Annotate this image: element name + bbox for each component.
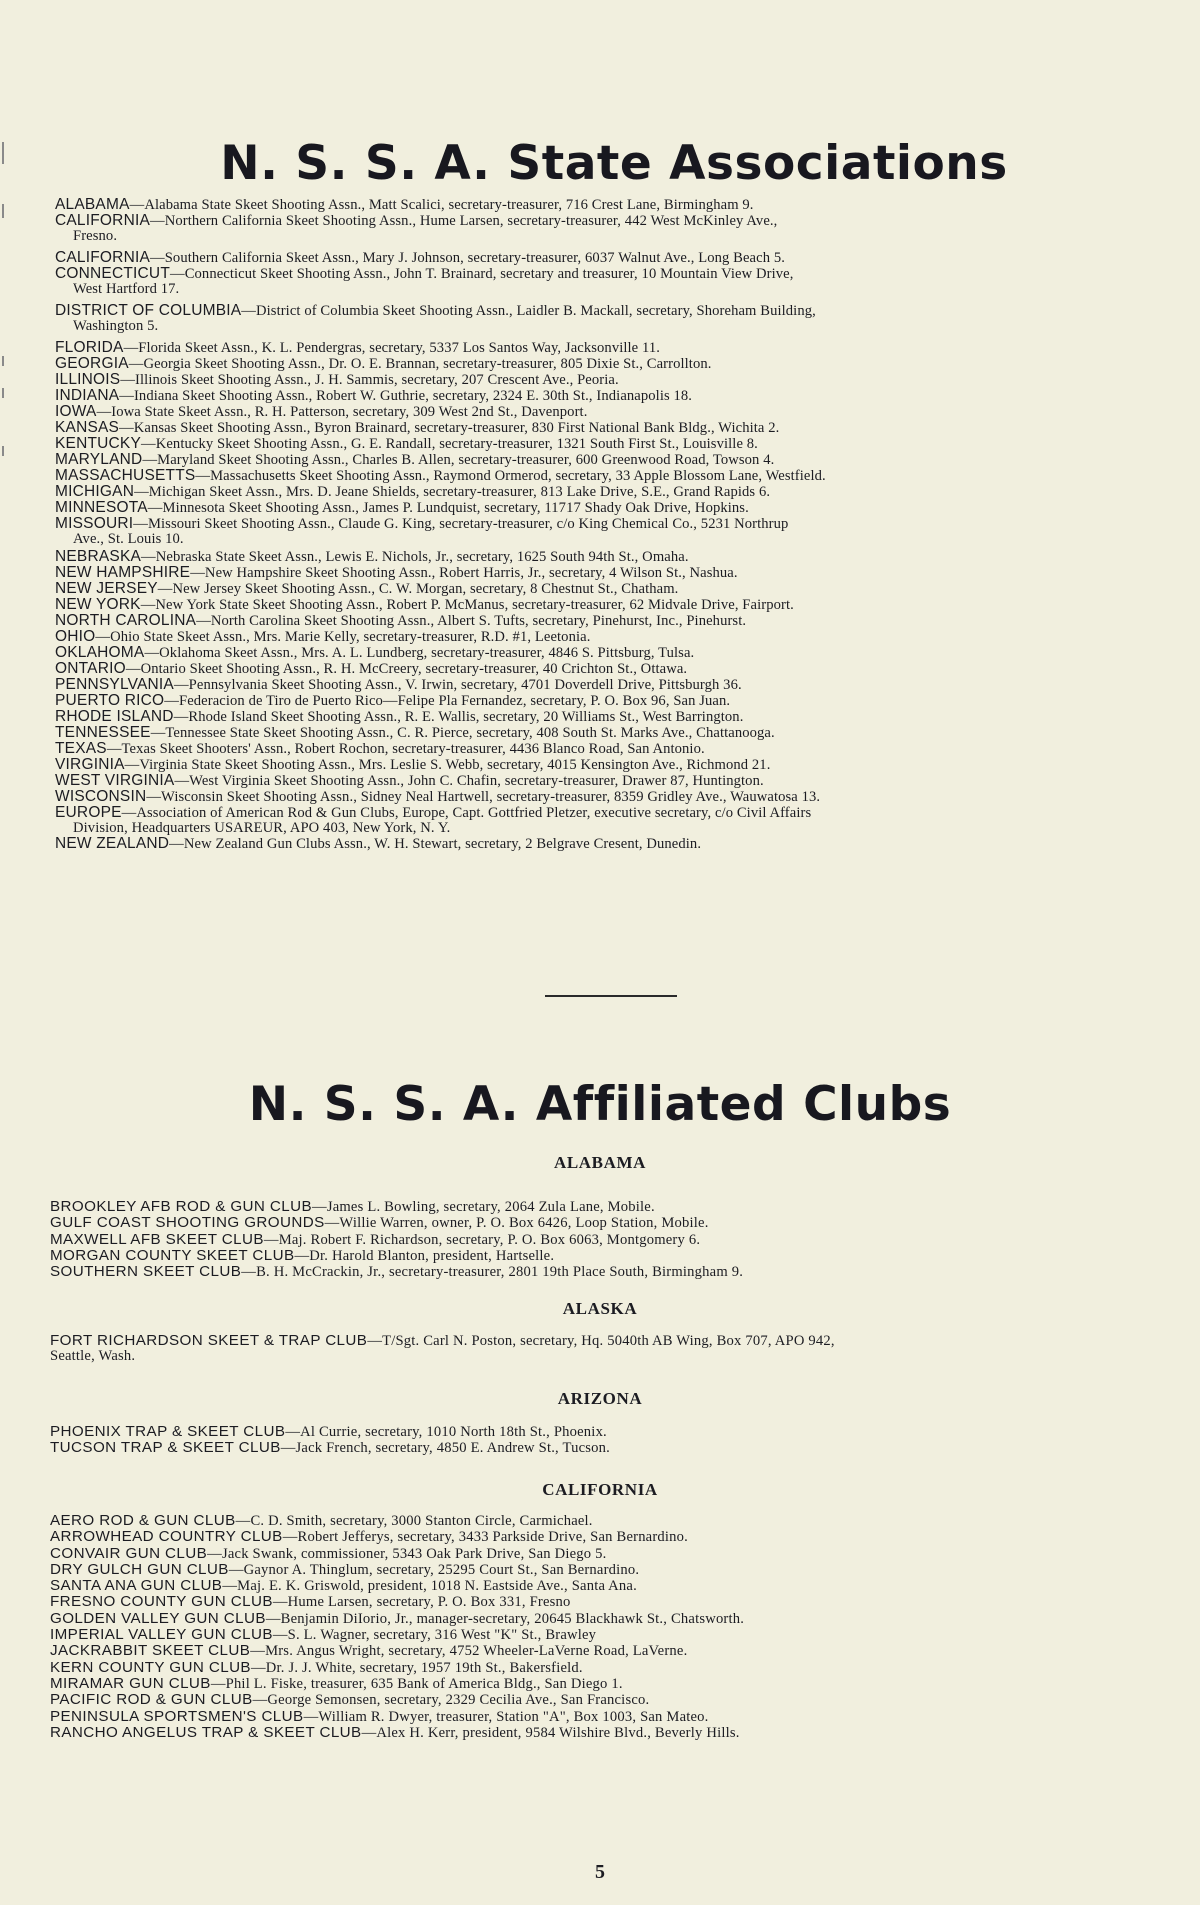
club-details: —S. L. Wagner, secretary, 316 West "K" St., Brawley xyxy=(272,1627,597,1644)
state-name: CALIFORNIA xyxy=(55,249,151,266)
club-name: AERO ROD & GUN CLUB xyxy=(50,1512,236,1529)
club-details: —Hume Larsen, secretary, P. O. Box 331, Fresno xyxy=(272,1594,571,1611)
club-details: —Al Currie, secretary, 1010 North 18th St., Phoenix. xyxy=(285,1424,607,1440)
club-name: IMPERIAL VALLEY GUN CLUB xyxy=(50,1626,273,1644)
club-name: FRESNO COUNTY GUN CLUB xyxy=(50,1593,273,1611)
state-association-entry xyxy=(56,484,1136,500)
club-name: MIRAMAR GUN CLUB xyxy=(50,1674,211,1692)
association-details-continued: West Hartford 17. xyxy=(73,281,180,297)
state-association-entry xyxy=(56,709,1136,725)
binding-edge-mark xyxy=(2,388,12,398)
association-details: —Texas Skeet Shooters' Assn., Robert Rochon, secretary-treasurer, 4436 Blanco Road, San Antonio. xyxy=(106,741,705,757)
state-association-entry xyxy=(56,266,1136,297)
state-name: GEORGIA xyxy=(55,355,129,372)
state-name: NEW YORK xyxy=(55,596,141,613)
club-list xyxy=(50,1513,1140,1741)
state-name: OKLAHOMA xyxy=(55,644,145,661)
state-name: ONTARIO xyxy=(55,660,126,677)
association-details: —Illinois Skeet Shooting Assn., J. H. Sammis, secretary, 207 Crescent Ave., Peoria. xyxy=(120,372,619,388)
association-details: —Connecticut Skeet Shooting Assn., John T. Brainard, secretary and treasurer, 10 Mountain View Drive, xyxy=(170,266,794,282)
page-number: 5 xyxy=(595,1861,605,1883)
club-details: —B. H. McCrackin, Jr., secretary-treasurer, 2801 19th Place South, Birmingham 9. xyxy=(241,1264,744,1281)
state-association-entry xyxy=(56,340,1136,356)
state-association-entry xyxy=(56,645,1136,661)
association-details: —Kansas Skeet Shooting Assn., Byron Brainard, secretary-treasurer, 830 First National Bank Bldg., Wichita 2. xyxy=(119,420,780,436)
state-association-entry xyxy=(56,661,1136,677)
association-details: —Massachusetts Skeet Shooting Assn., Raymond Ormerod, secretary, 33 Apple Blossom Lane, Westfield. xyxy=(195,468,826,484)
club-details: —Mrs. Angus Wright, secretary, 4752 Wheeler-LaVerne Road, LaVerne. xyxy=(250,1643,688,1660)
club-entry xyxy=(50,1333,1140,1365)
state-association-entry xyxy=(56,693,1136,709)
state-association-entry xyxy=(56,613,1136,629)
association-details: —Maryland Skeet Shooting Assn., Charles B. Allen, secretary-treasurer, 600 Greenwood Road, Towson 4. xyxy=(142,452,775,468)
binding-edge-mark xyxy=(2,204,12,218)
club-entry xyxy=(50,1424,1140,1440)
state-association-entry xyxy=(56,629,1136,645)
state-name: KENTUCKY xyxy=(55,435,142,452)
club-entry xyxy=(50,1529,1140,1545)
association-details-continued: Fresno. xyxy=(73,228,118,244)
association-details: —Northern California Skeet Shooting Assn., Hume Larsen, secretary-treasurer, 442 West McKinley Ave., xyxy=(150,213,778,229)
club-details: —George Semonsen, secretary, 2329 Cecilia Ave., San Francisco. xyxy=(252,1692,650,1709)
state-association-entry xyxy=(56,388,1136,404)
association-details: —Georgia Skeet Shooting Assn., Dr. O. E. Brannan, secretary-treasurer, 805 Dixie St., Carrollton. xyxy=(128,356,712,372)
club-details: —Dr. J. J. White, secretary, 1957 19th St., Bakersfield. xyxy=(250,1659,583,1676)
club-details: —Jack French, secretary, 4850 E. Andrew St., Tucson. xyxy=(280,1440,610,1457)
state-name: ILLINOIS xyxy=(55,371,121,388)
club-list xyxy=(50,1333,1140,1365)
state-name: INDIANA xyxy=(55,387,120,404)
association-details-continued: Ave., St. Louis 10. xyxy=(73,531,184,547)
section-divider xyxy=(545,995,677,997)
club-details: —Benjamin DiIorio, Jr., manager-secretary, 20645 Blackhawk St., Chatsworth. xyxy=(265,1610,745,1627)
association-details-continued: Division, Headquarters USAREUR, APO 403, New York, N. Y. xyxy=(73,820,451,836)
association-details: —New Jersey Skeet Shooting Assn., C. W. Morgan, secretary, 8 Chestnut St., Chatham. xyxy=(157,581,679,597)
club-entry xyxy=(50,1232,1140,1248)
club-name: JACKRABBIT SKEET CLUB xyxy=(50,1642,251,1660)
club-section-heading: ALABAMA xyxy=(553,1153,647,1172)
state-association-entry xyxy=(56,303,1136,334)
club-entry xyxy=(50,1199,1140,1215)
club-entry xyxy=(50,1611,1140,1627)
club-details: —Robert Jefferys, secretary, 3433 Parkside Drive, San Bernardino. xyxy=(282,1529,689,1546)
association-details: —Tennessee State Skeet Shooting Assn., C. R. Pierce, secretary, 408 South St. Marks Ave., Chattanooga. xyxy=(150,725,775,741)
association-details: —Michigan Skeet Assn., Mrs. D. Jeane Shields, secretary-treasurer, 813 Lake Drive, S.E., Grand Rapids 6. xyxy=(134,484,771,500)
state-association-entry xyxy=(56,372,1136,388)
state-name: NEW ZEALAND xyxy=(55,835,170,852)
state-association-entry xyxy=(56,677,1136,693)
binding-edge-mark xyxy=(2,142,12,164)
club-name: ARROWHEAD COUNTRY CLUB xyxy=(50,1528,283,1546)
club-details: —Alex H. Kerr, president, 9584 Wilshire Blvd., Beverly Hills. xyxy=(361,1724,740,1741)
association-details: —Indiana Skeet Shooting Assn., Robert W. Guthrie, secretary, 2324 E. 30th St., Indianapolis 18. xyxy=(119,388,693,404)
association-details: —Ontario Skeet Shooting Assn., R. H. McCreery, secretary-treasurer, 40 Crichton St., Ottawa. xyxy=(125,661,688,677)
association-details: —Minnesota Skeet Shooting Assn., James P. Lundquist, secretary, 11717 Shady Oak Drive, Hopkins. xyxy=(147,500,749,516)
association-details: —Missouri Skeet Shooting Assn., Claude G. King, secretary-treasurer, c/o King Chemical Co., 5231 Northrup xyxy=(133,516,789,532)
club-section-heading: ARIZONA xyxy=(557,1389,643,1408)
state-name: NORTH CAROLINA xyxy=(55,612,197,629)
association-details: —Iowa State Skeet Assn., R. H. Patterson, secretary, 309 West 2nd St., Davenport. xyxy=(96,404,588,420)
state-association-entry xyxy=(56,773,1136,789)
club-name: TUCSON TRAP & SKEET CLUB xyxy=(50,1439,281,1457)
state-association-entry xyxy=(56,197,1136,213)
club-details: —C. D. Smith, secretary, 3000 Stanton Circle, Carmichael. xyxy=(235,1513,593,1529)
state-association-entry xyxy=(56,805,1136,836)
club-entry xyxy=(50,1562,1140,1578)
state-name: VIRGINIA xyxy=(55,756,125,773)
association-details: —New Zealand Gun Clubs Assn., W. H. Stewart, secretary, 2 Belgrave Cresent, Dunedin. xyxy=(169,836,702,852)
club-entry xyxy=(50,1546,1140,1562)
state-name: TEXAS xyxy=(55,740,107,757)
state-name: WEST VIRGINIA xyxy=(55,772,175,789)
club-name: PACIFIC ROD & GUN CLUB xyxy=(50,1691,253,1709)
club-name: KERN COUNTY GUN CLUB xyxy=(50,1658,251,1676)
club-details: —Willie Warren, owner, P. O. Box 6426, Loop Station, Mobile. xyxy=(324,1215,709,1232)
club-name: GULF COAST SHOOTING GROUNDS xyxy=(50,1214,325,1232)
association-details: —Southern California Skeet Assn., Mary J. Johnson, secretary-treasurer, 6037 Walnut Ave., Long Beach 5. xyxy=(150,250,786,266)
state-association-entry xyxy=(56,597,1136,613)
association-details: —Rhode Island Skeet Shooting Assn., R. E. Wallis, secretary, 20 Williams St., West Barrington. xyxy=(173,709,744,725)
association-details: —Federacion de Tiro de Puerto Rico—Felipe Pla Fernandez, secretary, P. O. Box 96, San Juan. xyxy=(164,693,731,709)
club-entry xyxy=(50,1643,1140,1659)
association-details: —Florida Skeet Assn., K. L. Pendergras, secretary, 5337 Los Santos Way, Jacksonville 11. xyxy=(123,340,661,356)
association-details: —West Virginia Skeet Shooting Assn., John C. Chafin, secretary-treasurer, Drawer 87, Huntington. xyxy=(174,773,764,789)
club-entry xyxy=(50,1709,1140,1725)
state-association-entry xyxy=(56,757,1136,773)
state-name: PENNSYLVANIA xyxy=(55,676,174,693)
club-entry xyxy=(50,1692,1140,1708)
state-associations-list xyxy=(56,197,1136,852)
club-name: MAXWELL AFB SKEET CLUB xyxy=(50,1230,264,1248)
club-entry xyxy=(50,1594,1140,1610)
state-association-entry xyxy=(56,565,1136,581)
state-association-entry xyxy=(56,516,1136,547)
state-name: MARYLAND xyxy=(55,451,143,468)
state-association-entry xyxy=(56,741,1136,757)
binding-edge-mark xyxy=(2,356,12,366)
club-section-heading: ALASKA xyxy=(562,1299,638,1318)
state-association-entry xyxy=(56,250,1136,266)
state-association-entry xyxy=(56,549,1136,565)
club-name: GOLDEN VALLEY GUN CLUB xyxy=(50,1609,266,1627)
state-name: NEW JERSEY xyxy=(55,580,158,597)
state-name: CALIFORNIA xyxy=(55,212,151,229)
club-name: DRY GULCH GUN CLUB xyxy=(50,1560,229,1578)
club-entry xyxy=(50,1264,1140,1280)
state-association-entry xyxy=(56,725,1136,741)
club-details-continued: Seattle, Wash. xyxy=(50,1348,136,1365)
club-name: SANTA ANA GUN CLUB xyxy=(50,1577,223,1595)
state-association-entry xyxy=(56,581,1136,597)
state-name: FLORIDA xyxy=(55,339,124,356)
state-association-entry xyxy=(56,789,1136,805)
state-name: CONNECTICUT xyxy=(55,265,170,282)
association-details: —Association of American Rod & Gun Clubs, Europe, Capt. Gottfried Pletzer, executive secretary, c/o Civil Affairs xyxy=(121,805,812,821)
state-name: DISTRICT OF COLUMBIA xyxy=(55,302,242,319)
state-association-entry xyxy=(56,213,1136,244)
club-entry xyxy=(50,1660,1140,1676)
club-entry xyxy=(50,1248,1140,1264)
club-entry xyxy=(50,1676,1140,1692)
state-name: MINNESOTA xyxy=(55,499,148,516)
state-name: TENNESSEE xyxy=(55,724,151,741)
state-name: RHODE ISLAND xyxy=(55,708,174,725)
club-entry xyxy=(50,1627,1140,1643)
state-name: MISSOURI xyxy=(55,515,134,532)
club-details: —Dr. Harold Blanton, president, Hartselle. xyxy=(294,1247,555,1264)
state-name: MICHIGAN xyxy=(55,483,135,500)
club-details: —T/Sgt. Carl N. Poston, secretary, Hq. 5040th AB Wing, Box 707, APO 942, xyxy=(367,1333,835,1349)
association-details: —Nebraska State Skeet Assn., Lewis E. Nichols, Jr., secretary, 1625 South 94th St., Omaha. xyxy=(141,549,689,565)
club-details: —Jack Swank, commissioner, 5343 Oak Park Drive, San Diego 5. xyxy=(207,1545,607,1562)
association-details: —Kentucky Skeet Shooting Assn., G. E. Randall, secretary-treasurer, 1321 South First St., Louisville 8. xyxy=(141,436,758,452)
state-name: NEBRASKA xyxy=(55,548,142,565)
state-association-entry xyxy=(56,404,1136,420)
state-association-entry xyxy=(56,452,1136,468)
club-details: —James L. Bowling, secretary, 2064 Zula Lane, Mobile. xyxy=(312,1199,655,1215)
association-details-continued: Washington 5. xyxy=(73,318,159,334)
association-details: —Wisconsin Skeet Shooting Assn., Sidney Neal Hartwell, secretary-treasurer, 8359 Gridley Ave., Wauwatosa 13. xyxy=(146,789,821,805)
club-entry xyxy=(50,1513,1140,1529)
club-name: BROOKLEY AFB ROD & GUN CLUB xyxy=(50,1198,313,1215)
club-name: FORT RICHARDSON SKEET & TRAP CLUB xyxy=(50,1332,368,1349)
association-details: —Pennsylvania Skeet Shooting Assn., V. Irwin, secretary, 4701 Doverdell Drive, Pittsburgh 36. xyxy=(173,677,742,693)
state-association-entry xyxy=(56,356,1136,372)
club-list xyxy=(50,1199,1140,1280)
association-details: —New York State Skeet Shooting Assn., Robert P. McManus, secretary-treasurer, 62 Midvale Drive, Fairport. xyxy=(140,597,794,613)
club-name: PHOENIX TRAP & SKEET CLUB xyxy=(50,1423,286,1440)
state-association-entry xyxy=(56,836,1136,852)
club-list xyxy=(50,1424,1140,1457)
state-association-entry xyxy=(56,500,1136,516)
club-details: —William R. Dwyer, treasurer, Station "A", Box 1003, San Mateo. xyxy=(303,1708,709,1725)
club-details: —Maj. Robert F. Richardson, secretary, P. O. Box 6063, Montgomery 6. xyxy=(263,1231,701,1248)
club-name: MORGAN COUNTY SKEET CLUB xyxy=(50,1246,295,1264)
state-name: PUERTO RICO xyxy=(55,692,165,709)
association-details: —Virginia State Skeet Shooting Assn., Mrs. Leslie S. Webb, secretary, 4015 Kensington Ave., Richmond 21. xyxy=(124,757,771,773)
club-name: CONVAIR GUN CLUB xyxy=(50,1544,208,1562)
binding-edge-mark xyxy=(2,446,12,456)
association-details: —New Hampshire Skeet Shooting Assn., Robert Harris, Jr., secretary, 4 Wilson St., Nashua. xyxy=(190,565,738,581)
club-name: RANCHO ANGELUS TRAP & SKEET CLUB xyxy=(50,1723,362,1741)
state-name: KANSAS xyxy=(55,419,120,436)
association-details: —Alabama State Skeet Shooting Assn., Matt Scalici, secretary-treasurer, 716 Crest Lane, Birmingham 9. xyxy=(129,197,754,213)
state-name: NEW HAMPSHIRE xyxy=(55,564,191,581)
association-details: —Oklahoma Skeet Assn., Mrs. A. L. Lundberg, secretary-treasurer, 4846 S. Pittsburg, Tulsa. xyxy=(144,645,695,661)
state-name: WISCONSIN xyxy=(55,788,147,805)
club-entry xyxy=(50,1215,1140,1231)
club-section-heading: CALIFORNIA xyxy=(542,1480,658,1499)
club-entry xyxy=(50,1440,1140,1456)
club-details: —Gaynor A. Thinglum, secretary, 25295 Court St., San Bernardino. xyxy=(228,1561,640,1578)
state-association-entry xyxy=(56,420,1136,436)
club-name: PENINSULA SPORTSMEN'S CLUB xyxy=(50,1707,304,1725)
state-association-entry xyxy=(56,436,1136,452)
state-associations-title: N. S. S. A. State Associations xyxy=(220,136,1008,191)
state-name: ALABAMA xyxy=(55,196,130,213)
club-entry xyxy=(50,1578,1140,1594)
association-details: —North Carolina Skeet Shooting Assn., Albert S. Tufts, secretary, Pinehurst, Inc., Pinehurst. xyxy=(196,613,747,629)
club-details: —Maj. E. K. Griswold, president, 1018 N. Eastside Ave., Santa Ana. xyxy=(222,1578,637,1595)
state-name: OHIO xyxy=(55,628,96,645)
state-name: MASSACHUSETTS xyxy=(55,467,196,484)
club-name: SOUTHERN SKEET CLUB xyxy=(50,1263,242,1281)
association-details: —District of Columbia Skeet Shooting Assn., Laidler B. Mackall, secretary, Shoreham Building, xyxy=(241,303,816,319)
club-details: —Phil L. Fiske, treasurer, 635 Bank of America Bldg., San Diego 1. xyxy=(210,1675,623,1692)
state-name: EUROPE xyxy=(55,804,122,821)
affiliated-clubs-title: N. S. S. A. Affiliated Clubs xyxy=(248,1077,952,1132)
state-name: IOWA xyxy=(55,403,97,420)
association-details: —Ohio State Skeet Assn., Mrs. Marie Kelly, secretary-treasurer, R.D. #1, Leetonia. xyxy=(95,629,591,645)
state-association-entry xyxy=(56,468,1136,484)
club-entry xyxy=(50,1725,1140,1741)
